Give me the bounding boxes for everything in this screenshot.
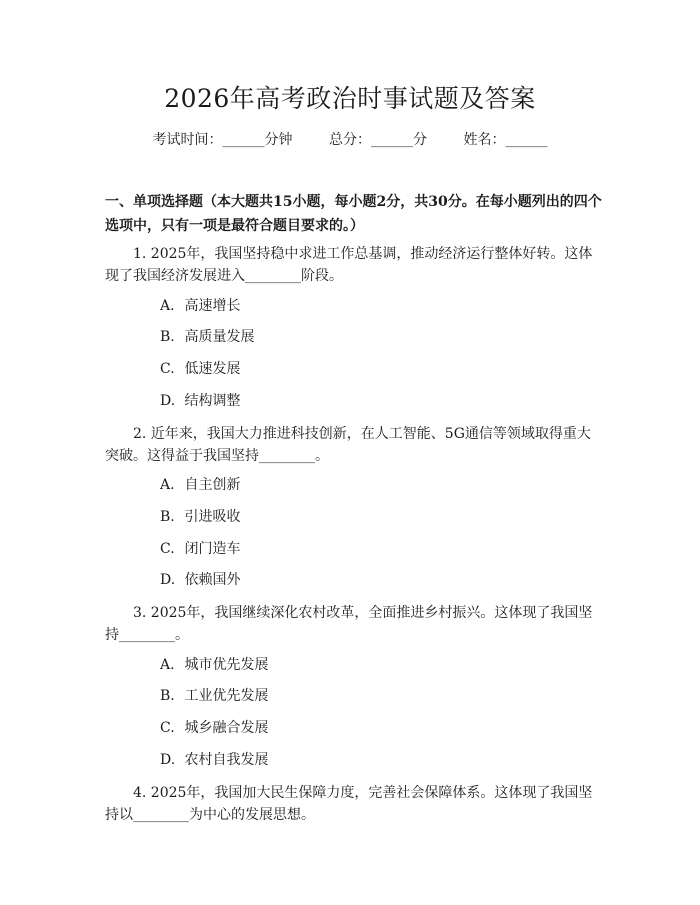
option-letter: B. xyxy=(160,688,175,704)
option-item xyxy=(160,686,268,706)
option-item xyxy=(160,718,268,738)
option-letter: C. xyxy=(160,720,175,736)
option-item xyxy=(160,570,240,590)
option-letter: A. xyxy=(160,298,175,314)
question-stem: 3. 2025年，我国继续深化农村改革，全面推进乡村振兴。这体现了我国坚持________。 xyxy=(105,605,593,643)
question-stem: 4. 2025年，我国加大民生保障力度，完善社会保障体系。这体现了我国坚持以________为中心的发展思想。 xyxy=(105,785,593,823)
option-text: 高速增长 xyxy=(184,298,241,314)
option-item xyxy=(160,359,240,379)
option-text: 自主创新 xyxy=(184,477,241,493)
question-stem: 1. 2025年，我国坚持稳中求进工作总基调，推动经济运行整体好转。这体现了我国经济发展进入________阶段。 xyxy=(105,246,593,284)
option-letter: A. xyxy=(160,477,175,493)
option-letter: C. xyxy=(160,361,175,377)
option-item xyxy=(160,475,240,495)
option-letter: C. xyxy=(160,541,175,557)
question-stem: 2. 近年来，我国大力推进科技创新，在人工智能、5G通信等领域取得重大突破。这得益于我国坚持________。 xyxy=(105,426,591,464)
option-letter: A. xyxy=(160,657,175,673)
option-letter: D. xyxy=(160,393,176,409)
option-text: 低速发展 xyxy=(184,361,241,377)
page-title: 2026年高考政治时事试题及答案 xyxy=(164,84,536,113)
section-heading: 一、单项选择题（本大题共15小题，每小题2分，共30分。在每小题列出的四个选项中，只有一项是最符合题目要求的。） xyxy=(105,194,602,234)
option-item xyxy=(160,655,268,675)
student-name: 姓名：______ xyxy=(463,132,548,148)
option-item xyxy=(160,507,240,527)
exam-time: 考试时间：______分钟 xyxy=(152,132,293,148)
option-item xyxy=(160,327,254,347)
option-item xyxy=(160,750,268,770)
option-text: 工业优先发展 xyxy=(184,688,269,704)
option-item xyxy=(160,391,240,411)
option-letter: B. xyxy=(160,329,175,345)
option-text: 依赖国外 xyxy=(184,572,241,588)
option-text: 城市优先发展 xyxy=(184,657,269,673)
option-letter: B. xyxy=(160,509,175,525)
option-text: 闭门造车 xyxy=(184,541,241,557)
option-item xyxy=(160,296,240,316)
option-letter: D. xyxy=(160,752,176,768)
option-text: 城乡融合发展 xyxy=(184,720,269,736)
exam-score: 总分：______分 xyxy=(329,132,427,148)
exam-meta xyxy=(0,130,700,150)
option-text: 结构调整 xyxy=(184,393,241,409)
option-letter: D. xyxy=(160,572,176,588)
option-text: 高质量发展 xyxy=(184,329,255,345)
option-text: 农村自我发展 xyxy=(184,752,269,768)
option-text: 引进吸收 xyxy=(184,509,241,525)
option-item xyxy=(160,539,240,559)
